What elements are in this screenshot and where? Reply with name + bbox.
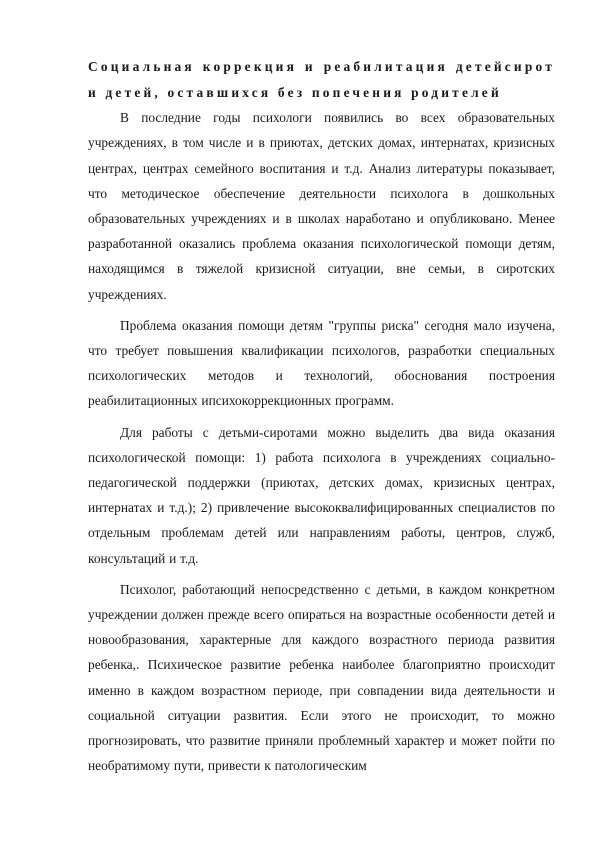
paragraph-3: Для работы с детьми-сиротами можно выделить два вида оказания психологической помощи: 1) работа психолога в учреждениях социально-педагогической поддержки (приютах, детских домах, кризисных центрах, интернатах и т.д.); 2) привлечение высококвалифицированных специалистов по отдельным проблемам детей или направлениям работы, центров, служб, консультаций и т.д.: [88, 424, 555, 566]
document-title: Социальная коррекция и реабилитация детейсирот и детей, оставшихся без попечения родителей: [88, 59, 555, 100]
paragraph-4: Психолог, работающий непосредственно с детьми, в каждом конкретном учреждении должен прежде всего опираться на возрастные особенности детей и новообразования, характерные для каждого возрастного периода развития ребенка,. Психическое развитие ребенка наиболее благоприятно происходит именно в каждом возрастном периоде, при совпадении вида деятельности и социальной ситуации развития. Если этого не происходит, то можно прогнозировать, что развитие приняли проблемный характер и может пойти по необратимому пути, привести к патологическим: [88, 581, 555, 774]
paragraph-2: Проблема оказания помощи детям "группы риска" сегодня мало изучена, что требует повышения квалификации психологов, разработки специальных психологических методов и технологий, обоснования построения реабилитационных ипсихокоррекционных программ.: [88, 317, 555, 409]
document-page: [88, 54, 555, 778]
paragraph-1: В последние годы психологи появились во всех образовательных учреждениях, в том числе и в приютах, детских домах, интернатах, кризисных центрах, центрах семейного воспитания и т.д. Анализ литературы показывает, что методическое обеспечение деятельности психолога в дошкольных образовательных учреждениях и в школах наработано и опубликовано. Менее разработанной оказались проблема оказания психологической помощи детям, находящимся в тяжелой кризисной ситуации, вне семьи, в сиротских учреждениях.: [88, 110, 555, 302]
